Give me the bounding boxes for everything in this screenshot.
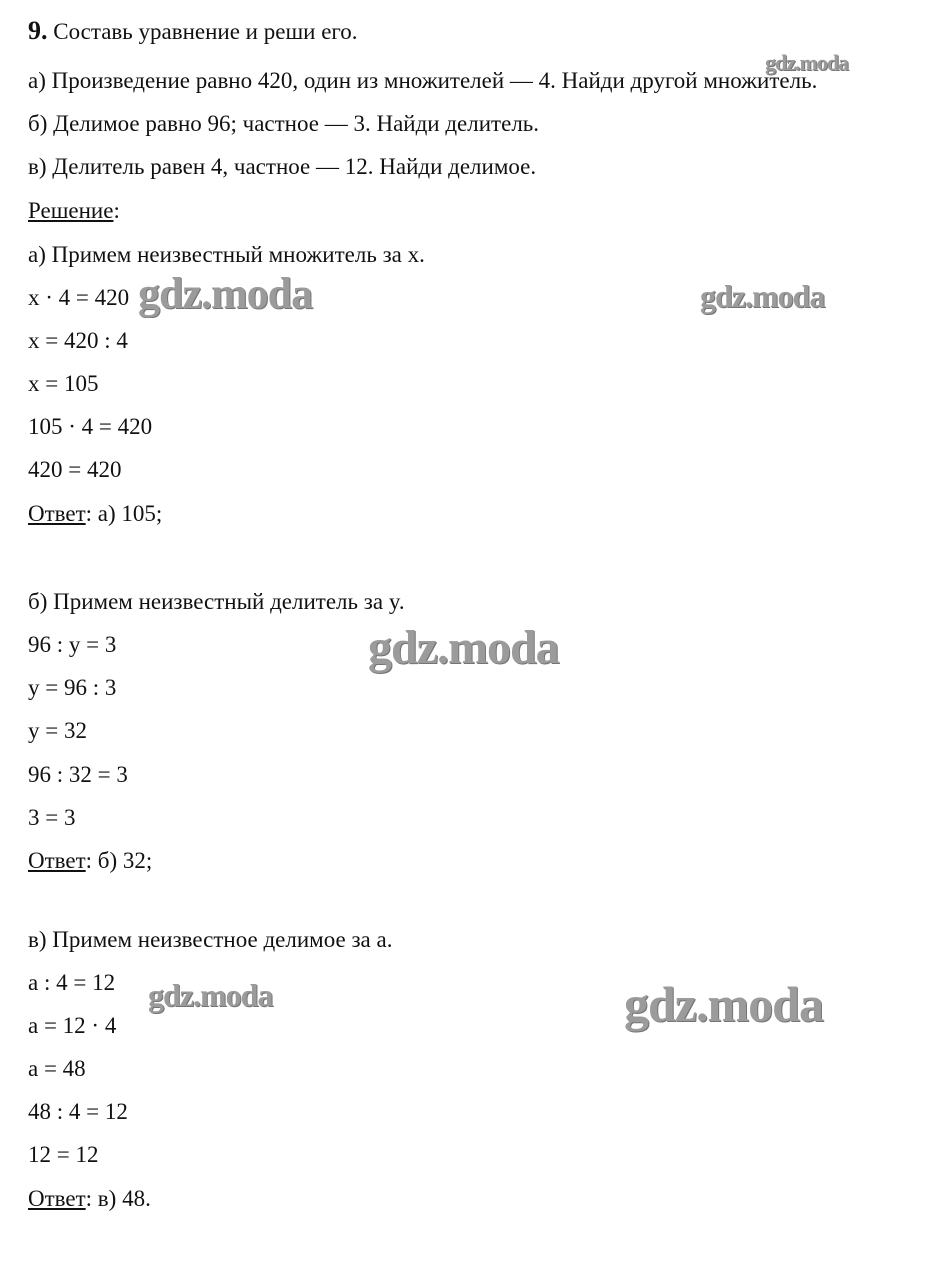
- answer-label: Ответ: [28, 501, 86, 526]
- watermark-logo: gdz.moda: [624, 976, 823, 1032]
- watermark-logo: gdz.moda: [765, 50, 849, 75]
- task-number: 9.: [28, 16, 48, 45]
- watermark-logo: gdz.moda: [148, 977, 273, 1013]
- part-b-step-1: 96 : y = 3: [28, 632, 117, 657]
- task-title: Составь уравнение и реши его.: [53, 19, 358, 44]
- part-b-answer: [28, 846, 152, 876]
- task-item-c: в) Делитель равен 4, частное — 12. Найди делимое.: [28, 154, 537, 179]
- solution-colon: :: [113, 198, 120, 223]
- answer-label: Ответ: [28, 848, 86, 873]
- task-item-a: а) Произведение равно 420, один из множителей — 4. Найди другой множитель.: [28, 68, 818, 93]
- part-a-step-2: x = 420 : 4: [28, 328, 128, 353]
- answer-value: : в) 48.: [85, 1186, 151, 1211]
- part-c-step-3: a = 48: [28, 1056, 86, 1081]
- answer-value: : а) 105;: [85, 501, 163, 526]
- watermark-logo: gdz.moda: [368, 621, 559, 674]
- part-a-intro: а) Примем неизвестный множитель за x.: [28, 242, 425, 267]
- part-b-step-2: y = 96 : 3: [28, 675, 117, 700]
- watermark-logo: gdz.moda: [138, 269, 313, 318]
- solution-label: Решение: [28, 198, 114, 223]
- part-b-intro: б) Примем неизвестный делитель за y.: [28, 589, 405, 614]
- task-item-b: б) Делимое равно 96; частное — 3. Найди делитель.: [28, 111, 540, 136]
- part-a-answer: [28, 499, 162, 529]
- solution-heading: [28, 196, 120, 226]
- part-c-step-5: 12 = 12: [28, 1142, 99, 1167]
- task-heading: [28, 16, 358, 47]
- part-a-step-3: x = 105: [28, 371, 99, 396]
- part-c-step-4: 48 : 4 = 12: [28, 1099, 128, 1124]
- answer-label: Ответ: [28, 1186, 86, 1211]
- part-c-answer: [28, 1184, 151, 1214]
- part-b-step-3: y = 32: [28, 718, 87, 743]
- answer-value: : б) 32;: [85, 848, 153, 873]
- watermark-logo: gdz.moda: [700, 278, 825, 314]
- part-a-step-1: x · 4 = 420: [28, 285, 130, 310]
- part-a-step-5: 420 = 420: [28, 457, 122, 482]
- part-a-step-4: 105 · 4 = 420: [28, 414, 153, 439]
- part-c-step-2: a = 12 · 4: [28, 1013, 117, 1038]
- part-b-step-4: 96 : 32 = 3: [28, 762, 128, 787]
- part-c-intro: в) Примем неизвестное делимое за a.: [28, 927, 393, 952]
- part-b-step-5: 3 = 3: [28, 805, 76, 830]
- part-c-step-1: a : 4 = 12: [28, 970, 116, 995]
